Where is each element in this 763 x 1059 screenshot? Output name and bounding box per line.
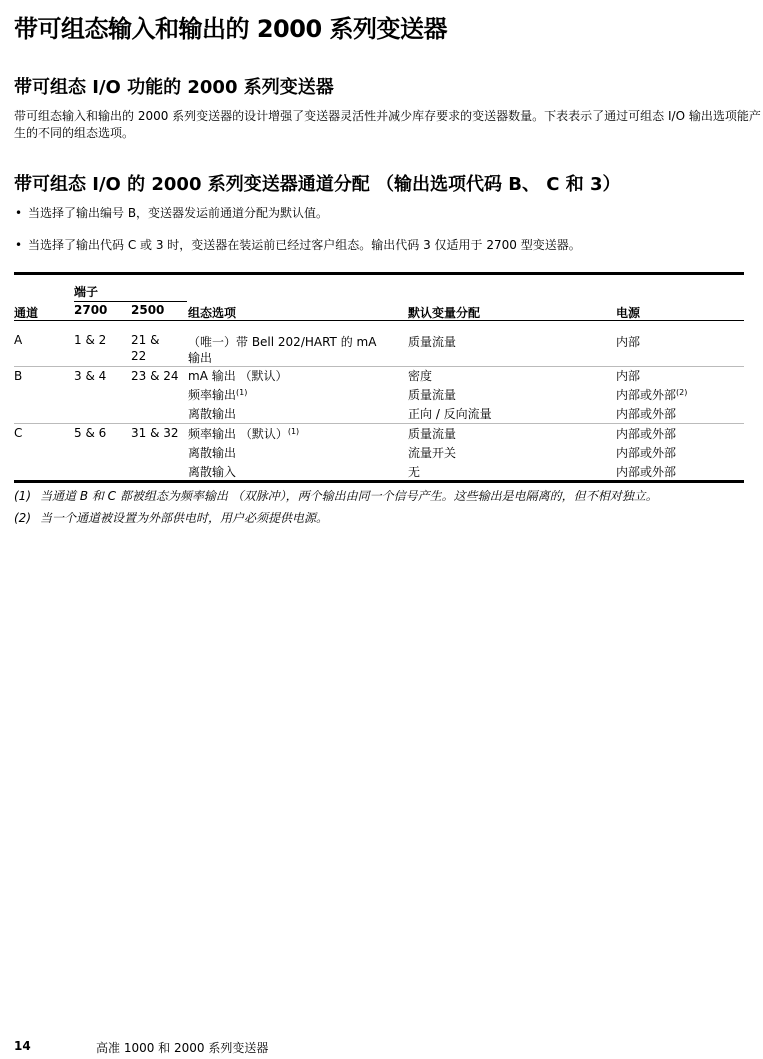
row-a-config: （唯一）带 Bell 202/HART 的 mA [188, 335, 377, 349]
row-a-power: 内部 [616, 335, 641, 349]
page-title: 带可组态输入和输出的 2000 系列变送器 [14, 15, 448, 43]
bullet-dot-icon: • [15, 238, 23, 252]
row-c-var-1: 质量流量 [408, 427, 457, 441]
page-number: 14 [14, 1039, 31, 1053]
row-b-var-2: 质量流量 [408, 388, 457, 402]
header-default-var: 默认变量分配 [408, 306, 481, 320]
table-top-rule [14, 272, 744, 275]
row-c-config-2: 离散输出 [188, 446, 237, 460]
channel-assignment-table [14, 272, 744, 484]
footnote-ref: (2) [676, 388, 688, 397]
row-b-2500: 23 & 24 [131, 369, 179, 383]
footnote-ref: (1) [287, 427, 300, 436]
header-terminals: 端子 [74, 285, 99, 299]
bullet-text: 当选择了输出编号 B，变送器发运前通道分配为默认值。 [28, 206, 329, 220]
row-divider [14, 366, 744, 367]
section1-paragraph: 带可组态输入和输出的 2000 系列变送器的设计增强了变送器灵活性并减少库存要求的变送器数量。下表表示了通过可组态 I/O 输出选项能产生的不同的组态选项。 [14, 109, 761, 140]
header-2500: 2500 [131, 303, 165, 317]
table-bottom-rule [14, 480, 744, 483]
row-b-config-3: 离散输出 [188, 407, 237, 421]
footer-text: 高准 1000 和 2000 系列变送器 [96, 1041, 269, 1055]
row-divider [14, 423, 744, 424]
row-c-channel: C [14, 426, 23, 440]
row-c-2500: 31 & 32 [131, 426, 179, 440]
row-b-power-3: 内部或外部 [616, 407, 677, 421]
row-b-power-2: 内部或外部$^{(2)}$ [616, 388, 688, 402]
row-b-var-3: 正向 / 反向流量 [408, 407, 492, 421]
footnote-ref: (1) [236, 388, 248, 397]
bullet-item [14, 205, 754, 221]
footnotes [14, 488, 754, 532]
row-b-config-2: 频率输出$^{(1)}$ [188, 388, 248, 402]
row-a-2700: 1 & 2 [74, 333, 107, 347]
row-b-2700: 3 & 4 [74, 369, 107, 383]
row-a-var: 质量流量 [408, 335, 457, 349]
row-c-power-1: 内部或外部 [616, 427, 677, 441]
row-a-2500-cont: 22 [131, 349, 147, 363]
row-b-power-1: 内部 [616, 369, 641, 383]
header-2700: 2700 [74, 303, 108, 317]
row-c-config-1: 频率输出 （默认）$^{(1)}$ [188, 427, 300, 441]
row-a-2500: 21 & [131, 333, 160, 347]
section1-heading: 带可组态 I/O 功能的 2000 系列变送器 [14, 77, 334, 98]
row-c-2700: 5 & 6 [74, 426, 107, 440]
bullet-dot-icon: • [15, 206, 23, 220]
row-c-config-3: 离散输入 [188, 465, 237, 479]
row-b-config-1: mA 输出 （默认） [188, 369, 288, 383]
row-c-power-3: 内部或外部 [616, 465, 677, 479]
footnote-2: (2) 当一个通道被设置为外部供电时，用户必须提供电源。 [14, 511, 329, 525]
header-power: 电源 [616, 306, 641, 320]
row-a-config-cont: 输出 [188, 351, 213, 365]
section2-heading: 带可组态 I/O 的 2000 系列变送器通道分配 （输出选项代码 B、 C 和 3） [14, 174, 621, 195]
header-config: 组态选项 [188, 306, 237, 320]
bullet-text: 当选择了输出代码 C 或 3 时，变送器在装运前已经过客户组态。输出代码 3 仅适用于 2700 型变送器。 [28, 238, 581, 252]
row-b-channel: B [14, 369, 23, 383]
row-b-var-1: 密度 [408, 369, 433, 383]
row-c-var-2: 流量开关 [408, 446, 457, 460]
header-rule [14, 320, 744, 321]
bullet-item [14, 237, 754, 253]
footnote-1: (1) 当通道 B 和 C 都被组态为频率输出 （双脉冲），两个输出由同一个信号产生。这些输出是电隔离的，但不相对独立。 [14, 489, 658, 503]
bullet-list [14, 205, 754, 253]
row-c-var-3: 无 [408, 465, 421, 479]
row-c-power-2: 内部或外部 [616, 446, 677, 460]
row-a-channel: A [14, 333, 23, 347]
header-channel: 通道 [14, 306, 39, 320]
